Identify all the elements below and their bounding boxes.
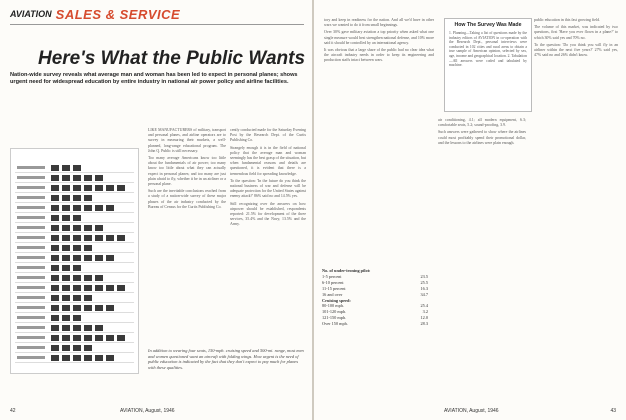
chart-pictogram-block <box>95 355 103 361</box>
page-number-right: 43 <box>610 408 616 414</box>
chart-pictogram-block <box>62 285 70 291</box>
chart-pictogram-block <box>106 305 114 311</box>
chart-row-rule <box>15 192 134 193</box>
survey-chart-graphic <box>11 149 138 373</box>
chart-pictogram-block <box>73 275 81 281</box>
chart-pictogram-block <box>106 335 114 341</box>
chart-pictogram-block <box>73 185 81 191</box>
chart-pictogram-block <box>73 165 81 171</box>
chart-pictogram-block <box>117 335 125 341</box>
paragraph: tory and keep in readiness for the nation. And all we'd have in other wars we wanted to do it from small beginnings. <box>324 18 434 28</box>
chart-pictogram-block <box>51 305 59 311</box>
paragraph: Such answers were gathered to show where the airlines could most profitably spend their promotional dollar, and the lessons to the airlines were plain enough. <box>438 130 526 145</box>
chart-row-rule <box>15 202 134 203</box>
paragraph: public education in this fast growing field. <box>534 18 601 22</box>
chart-pictogram-block <box>51 165 59 171</box>
chart-pictogram-block <box>95 185 103 191</box>
chart-row-label <box>17 266 45 269</box>
sidebar-body: 1. Planning—Taking a list of questions made by the industry editors of AVIATION in co-operation with the Research Dept., personal interviews were conducted in 102 cities and rural areas to obtain a true sample of American opinion, selected by sex, age, income and geographical location. 2. Tabulation—All answers were coded and tabulated by machine. <box>449 31 528 68</box>
chart-pictogram-block <box>51 335 59 341</box>
footer-right: AVIATION, August, 1946 <box>444 408 499 414</box>
right-page <box>314 0 626 420</box>
paragraph: Strangely enough it is in the field of national policy that the average man and woman seemingly has the best grasp of the situation, but when fundamental reasons and details are questioned, it is evident that there is a tremendous field for spreading knowledge. <box>230 145 306 176</box>
chart-pictogram-block <box>95 305 103 311</box>
paragraph: The volume of this market, was indicated by two questions, first 'Have you ever flown in a plane?' to which 30% said yes and 70% no. <box>534 25 618 40</box>
article-headline: Here's What the Public Wants <box>38 48 306 69</box>
chart-pictogram-block <box>117 185 125 191</box>
chart-row-label <box>17 226 45 229</box>
chart-pictogram-block <box>84 235 92 241</box>
stat-row: 16 and over 34.7 <box>322 291 428 297</box>
chart-row-label <box>17 356 45 359</box>
chart-pictogram-block <box>95 335 103 341</box>
sidebar-title: How The Survey Was Made <box>454 22 522 28</box>
chart-pictogram-block <box>62 195 70 201</box>
chart-row-label <box>17 206 45 209</box>
body-column-2 <box>230 128 306 338</box>
chart-pictogram-block <box>51 295 59 301</box>
chart-pictogram-block <box>95 235 103 241</box>
chart-pictogram-block <box>51 175 59 181</box>
chart-pictogram-block <box>95 275 103 281</box>
chart-row-label <box>17 326 45 329</box>
chart-pictogram-block <box>84 245 92 251</box>
paragraph: To the question: 'Do you think you will fly in an airliner within the next five years?' 27% said yes, 47% said no and 26% didn't know. <box>534 42 618 58</box>
chart-pictogram-block <box>106 285 114 291</box>
chart-pictogram-block <box>51 285 59 291</box>
stat-row: 11-15 percent 16.3 <box>322 285 428 291</box>
body-column-3 <box>324 18 434 263</box>
chart-row-rule <box>15 322 134 323</box>
chart-pictogram-block <box>62 265 70 271</box>
header-rule <box>10 24 304 25</box>
paragraph: To the question: 'In the future do you think the national business of war and defense will be adequate protection for the United States against enemy attack?' 86% said no and 14.5% yes. <box>230 178 306 199</box>
chart-row-rule <box>15 232 134 233</box>
chart-pictogram-block <box>51 355 59 361</box>
chart-row-label <box>17 346 45 349</box>
chart-pictogram-block <box>62 245 70 251</box>
footer-left: AVIATION, August, 1946 <box>120 408 175 414</box>
chart-row-rule <box>15 272 134 273</box>
chart-pictogram-block <box>84 295 92 301</box>
chart-pictogram-block <box>84 285 92 291</box>
chart-pictogram-block <box>62 225 70 231</box>
chart-pictogram-block <box>51 325 59 331</box>
chart-pictogram-block <box>73 215 81 221</box>
body-column-5 <box>534 18 618 388</box>
chart-pictogram-block <box>84 345 92 351</box>
chart-pictogram-block <box>62 305 70 311</box>
cruising-title: Cruising speed: <box>322 297 351 303</box>
paragraph: LIKE MANUFACTURERS of military, transport and personal planes, and airline operators are to survey in measuring their markets, a well-planned, long-range educational program. The John Q. Public is still necessary. <box>148 128 226 153</box>
chart-row-label <box>17 256 45 259</box>
chart-pictogram-block <box>106 235 114 241</box>
chart-pictogram-block <box>62 325 70 331</box>
chart-pictogram-block <box>73 305 81 311</box>
chart-row-label <box>17 246 45 249</box>
survey-stats <box>322 268 428 327</box>
chart-row-label <box>17 166 45 169</box>
chart-pictogram-block <box>95 225 103 231</box>
chart-pictogram-block <box>62 205 70 211</box>
chart-pictogram-block <box>73 325 81 331</box>
paragraph: air conditioning, 4.1; all modern equipment, 6.3; comfortable seats, 5.2; sound-proofing, 3.9. <box>438 118 526 128</box>
chart-row-label <box>17 316 45 319</box>
chart-row-rule <box>15 222 134 223</box>
chart-pictogram-block <box>62 335 70 341</box>
chart-row-rule <box>15 262 134 263</box>
chart-pictogram-block <box>73 255 81 261</box>
chart-pictogram-block <box>51 215 59 221</box>
chart-pictogram-block <box>62 345 70 351</box>
chart-row-label <box>17 176 45 179</box>
body-column-1 <box>148 128 226 338</box>
chart-pictogram-block <box>106 255 114 261</box>
chart-pictogram-block <box>84 225 92 231</box>
chart-pictogram-block <box>95 325 103 331</box>
chart-pictogram-block <box>73 225 81 231</box>
chart-pictogram-block <box>62 255 70 261</box>
chart-pictogram-block <box>51 315 59 321</box>
chart-pictogram-block <box>51 235 59 241</box>
page-header <box>10 6 180 22</box>
paragraph: Over 30% gave military aviation a top priority when asked what one single measure would best strengthen national defense, and 10% more said it should be controlled by an international agency. <box>324 30 434 45</box>
chart-pictogram-block <box>84 255 92 261</box>
chart-row-label <box>17 296 45 299</box>
chart-pictogram-block <box>62 315 70 321</box>
paragraph: It was obvious that a large share of the public had no clear idea what the aircraft industry needs in order to keep its engineering and production staffs intact between wars. <box>324 48 434 63</box>
chart-pictogram-block <box>73 295 81 301</box>
page-number-left: 42 <box>10 408 16 414</box>
chart-row-rule <box>15 182 134 183</box>
left-page <box>0 0 312 420</box>
stat-row: 101-120 mph. 3.2 <box>322 309 428 315</box>
chart-row-label <box>17 186 45 189</box>
section-title: SALES & SERVICE <box>55 6 181 22</box>
chart-pictogram-block <box>73 355 81 361</box>
chart-row-label <box>17 276 45 279</box>
chart-pictogram-block <box>84 325 92 331</box>
section-label: AVIATION <box>10 9 52 19</box>
chart-pictogram-block <box>73 195 81 201</box>
paragraph: Such are the inevitable conclusions reached from a study of a nation-wide survey of these major phases of the air industry conducted by the Bureau of Census for the Curtis Publishing Co. <box>148 189 226 209</box>
survey-chart <box>10 148 139 374</box>
chart-pictogram-block <box>73 265 81 271</box>
chart-pictogram-block <box>95 175 103 181</box>
chart-pictogram-block <box>62 215 70 221</box>
chart-row-rule <box>15 352 134 353</box>
chart-row-rule <box>15 312 134 313</box>
stat-row: 80-100 mph. 25.4 <box>322 303 428 309</box>
chart-row-rule <box>15 332 134 333</box>
chart-pictogram-block <box>73 205 81 211</box>
chart-pictogram-block <box>73 245 81 251</box>
chart-caption: In addition to wearing four seats, 150-mph. cruising speed and 500-mi. range, most men and women questioned want an aircraft with folding wings. How urgent is the need of public education is indicated by the fact that they don't expect to pay much for planes with these qualities. <box>148 348 304 370</box>
survey-method-box <box>444 18 532 112</box>
chart-pictogram-block <box>95 255 103 261</box>
chart-pictogram-block <box>73 285 81 291</box>
chart-row-rule <box>15 292 134 293</box>
chart-pictogram-block <box>84 195 92 201</box>
chart-pictogram-block <box>51 255 59 261</box>
chart-row-label <box>17 306 45 309</box>
paragraph: Still recognizing over the answers on how airpower should be established, respondents reported: 21.5% for development of the three services, 35.4% and the Navy, 13.5% and the Army. <box>230 201 306 227</box>
chart-pictogram-block <box>84 355 92 361</box>
chart-row-rule <box>15 212 134 213</box>
chart-pictogram-block <box>62 235 70 241</box>
chart-pictogram-block <box>95 205 103 211</box>
chart-row-label <box>17 336 45 339</box>
stat-row: 1-5 percent 23.5 <box>322 273 428 279</box>
chart-pictogram-block <box>62 275 70 281</box>
stat-row: Over 150 mph. 28.3 <box>322 321 428 327</box>
chart-row-rule <box>15 252 134 253</box>
chart-pictogram-block <box>84 275 92 281</box>
chart-row-rule <box>15 302 134 303</box>
chart-pictogram-block <box>62 295 70 301</box>
paragraph: Too many average Americans know too little about the fundamentals of air power; too many know too little about what they can actually expect in personal planes; and too many are just plain afraid to fly, whether it be in an airliner or a personal plane. <box>148 156 226 187</box>
paragraph: cently conducted made for the Saturday Evening Post by the Research Dept. of the Curtis Publishing Co. <box>230 128 306 143</box>
chart-pictogram-block <box>51 185 59 191</box>
chart-row-rule <box>15 242 134 243</box>
stat-row: 6-10 percent 25.5 <box>322 279 428 285</box>
chart-pictogram-block <box>73 335 81 341</box>
body-column-4 <box>438 118 526 388</box>
chart-pictogram-block <box>62 185 70 191</box>
chart-pictogram-block <box>73 175 81 181</box>
chart-pictogram-block <box>51 225 59 231</box>
chart-row-label <box>17 286 45 289</box>
chart-row-label <box>17 216 45 219</box>
chart-row-rule <box>15 282 134 283</box>
chart-pictogram-block <box>106 355 114 361</box>
chart-row-rule <box>15 362 134 363</box>
chart-row-label <box>17 196 45 199</box>
chart-pictogram-block <box>51 195 59 201</box>
chart-pictogram-block <box>84 305 92 311</box>
chart-pictogram-block <box>62 165 70 171</box>
chart-pictogram-block <box>51 345 59 351</box>
chart-row-label <box>17 236 45 239</box>
chart-pictogram-block <box>84 185 92 191</box>
chart-pictogram-block <box>84 205 92 211</box>
chart-pictogram-block <box>62 355 70 361</box>
chart-pictogram-block <box>73 235 81 241</box>
chart-row-rule <box>15 172 134 173</box>
chart-pictogram-block <box>73 345 81 351</box>
chart-row-rule <box>15 342 134 343</box>
chart-pictogram-block <box>62 175 70 181</box>
chart-pictogram-block <box>95 285 103 291</box>
chart-pictogram-block <box>51 205 59 211</box>
chart-pictogram-block <box>51 265 59 271</box>
chart-pictogram-block <box>106 205 114 211</box>
chart-pictogram-block <box>84 175 92 181</box>
chart-pictogram-block <box>106 185 114 191</box>
chart-pictogram-block <box>117 285 125 291</box>
chart-pictogram-block <box>117 235 125 241</box>
chart-pictogram-block <box>51 245 59 251</box>
chart-pictogram-block <box>84 335 92 341</box>
stat-row: 121-150 mph. 12.0 <box>322 315 428 321</box>
article-deck: Nation-wide survey reveals what average man and woman has been led to expect in personal planes; shows urgent need for widespread education by entire industry in national air power policy and airline facilities. <box>10 72 298 86</box>
stats-title: No. of under-ironing pilot: <box>322 268 371 273</box>
chart-pictogram-block <box>51 275 59 281</box>
chart-pictogram-block <box>73 315 81 321</box>
